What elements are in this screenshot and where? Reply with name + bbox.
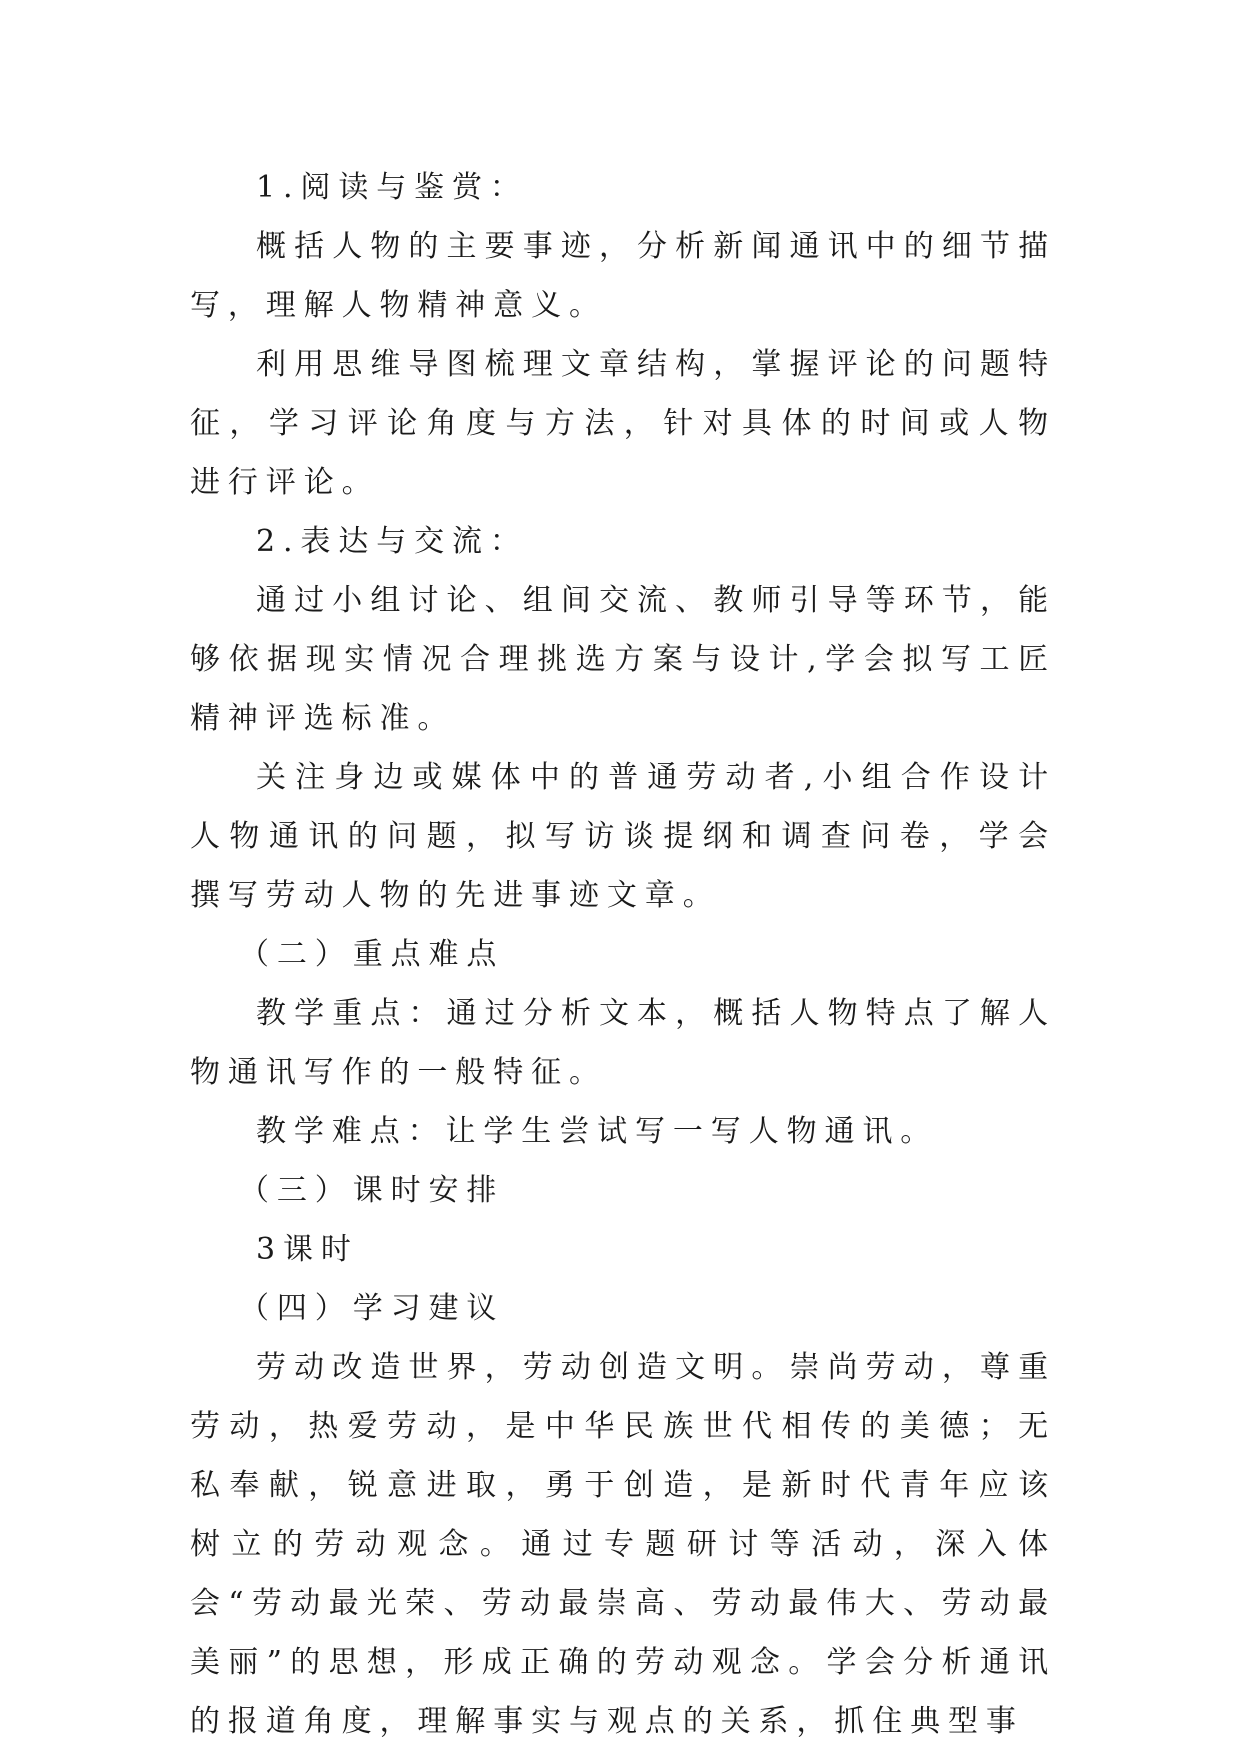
paragraph: 劳动改造世界，劳动创造文明。崇尚劳动，尊重劳动，热爱劳动，是中华民族世代相传的美德；无私奉献，锐意进取，勇于创造，是新时代青年应该树立的劳动观念。通过专题研讨等活动，深入体会“劳动最光荣、劳动最崇高、劳动最伟大、劳动最美丽”的思想，形成正确的劳动观念。学会分析通讯的报道角度，理解事实与观点的关系，抓住典型事 — [190, 1350, 1056, 1739]
paragraph: 3课时 — [256, 1232, 359, 1267]
section-heading-schedule: （三）课时安排 — [239, 1173, 505, 1208]
paragraph: 利用思维导图梳理文章结构，掌握评论的问题特征，学习评论角度与方法，针对具体的时间或人物进行评论。 — [190, 347, 1056, 500]
paragraph: 通过小组讨论、组间交流、教师引导等环节，能够依据现实情况合理挑选方案与设计,学会拟写工匠精神评选标准。 — [190, 583, 1056, 736]
paragraph: 关注身边或媒体中的普通劳动者,小组合作设计人物通讯的问题，拟写访谈提纲和调查问卷，学会撰写劳动人物的先进事迹文章。 — [190, 760, 1056, 913]
section-heading-suggestion: （四）学习建议 — [239, 1291, 505, 1326]
paragraph: 概括人物的主要事迹，分析新闻通讯中的细节描写，理解人物精神意义。 — [190, 229, 1056, 323]
section-heading-key-points: （二）重点难点 — [239, 937, 505, 972]
section-heading-expression: 2.表达与交流： — [256, 524, 528, 559]
paragraph: 教学难点：让学生尝试写一写人物通讯。 — [256, 1114, 939, 1149]
document-body — [190, 158, 1056, 1751]
paragraph: 教学重点：通过分析文本，概括人物特点了解人物通讯写作的一般特征。 — [190, 996, 1056, 1090]
section-heading-reading: 1.阅读与鉴赏： — [256, 170, 528, 205]
